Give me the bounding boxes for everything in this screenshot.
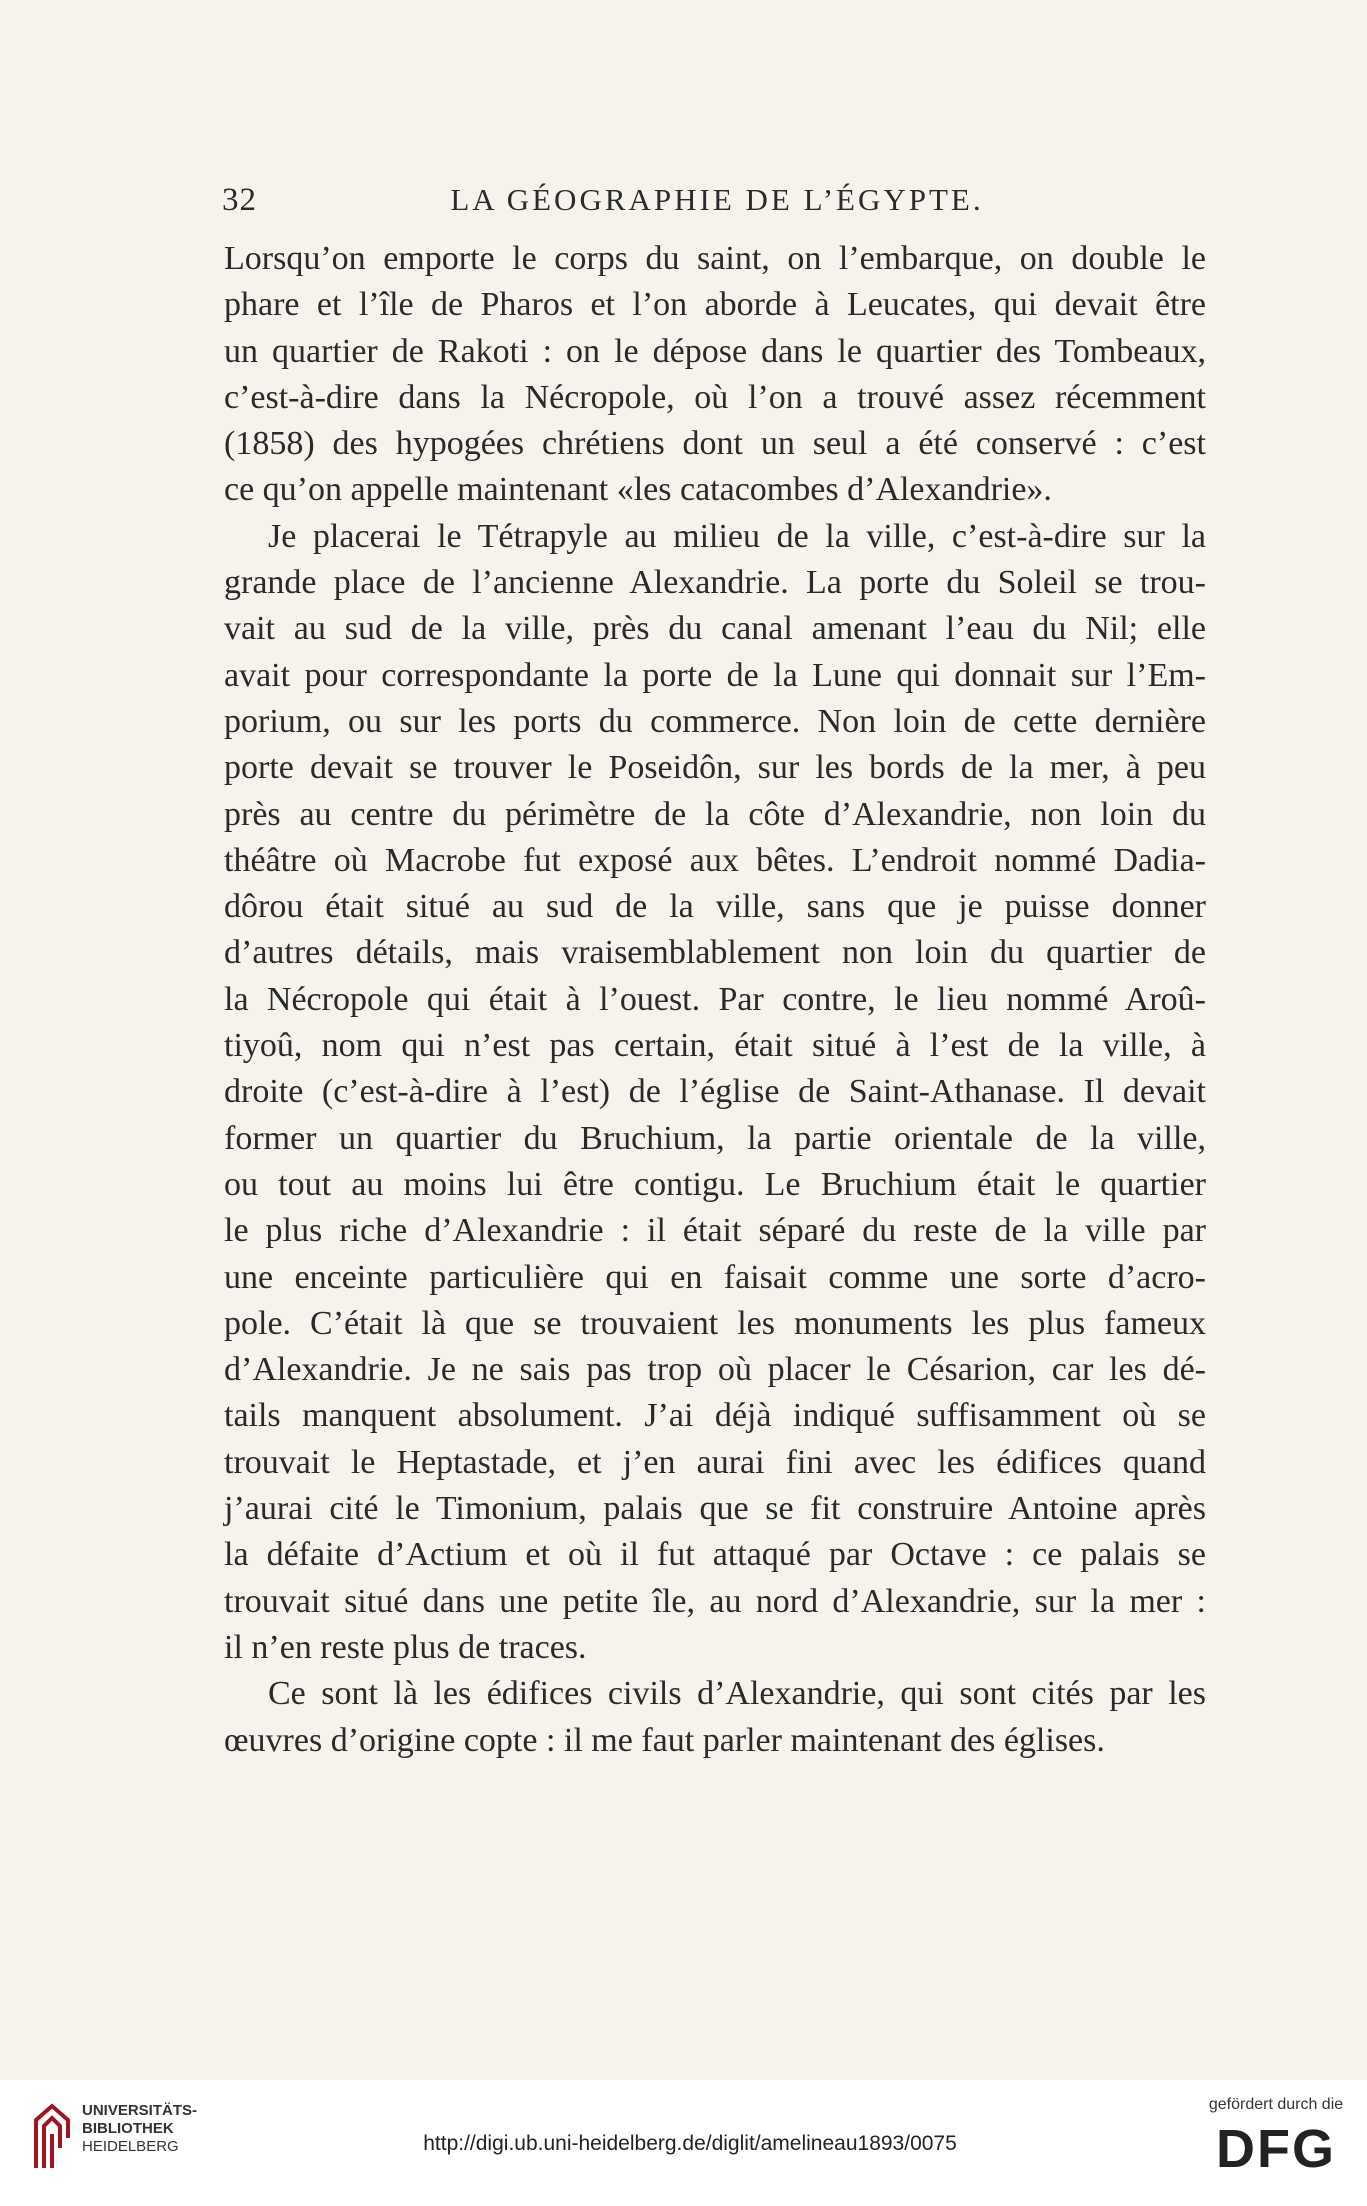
text-line: porte devait se trouver le Poseidôn, sur les bords de la mer, à peu	[224, 749, 1206, 787]
text-line: vait au sud de la ville, près du canal amenant l’eau du Nil; elle	[224, 610, 1206, 648]
text-line: trouvait le Heptastade, et j’en aurai fini avec les édifices quand	[224, 1443, 1206, 1481]
permalink-url[interactable]: http://digi.ub.uni-heidelberg.de/diglit/amelineau1893/0075	[423, 2132, 957, 2155]
text-line: ce qu’on appelle maintenant «les catacombes d’Alexandrie».	[224, 471, 1052, 509]
text-line: le plus riche d’Alexandrie : il était séparé du reste de la ville par	[224, 1212, 1206, 1250]
text-line: il n’en reste plus de traces.	[224, 1628, 587, 1666]
text-line: ou tout au moins lui être contigu. Le Bruchium était le quartier	[224, 1165, 1206, 1203]
text-line: dôrou était situé au sud de la ville, sans que je puisse donner	[224, 888, 1206, 926]
text-line: œuvres d’origine copte : il me faut parler maintenant des églises.	[224, 1721, 1105, 1759]
body-text	[224, 236, 1206, 1764]
text-line: d’autres détails, mais vraisemblablement non loin du quartier de	[224, 934, 1206, 972]
text-line: près au centre du périmètre de la côte d’Alexandrie, non loin du	[224, 795, 1206, 833]
funding-text: gefördert durch die	[1208, 2096, 1344, 2113]
library-name-line: UNIVERSITÄTS-	[82, 2102, 198, 2119]
text-line: former un quartier du Bruchium, la partie orientale de la ville,	[224, 1119, 1206, 1157]
university-library-logo-icon	[30, 2098, 74, 2170]
text-line: pole. C’était là que se trouvaient les monuments les plus fameux	[224, 1304, 1206, 1342]
dfg-logo: DFG	[1216, 2119, 1336, 2179]
library-name	[82, 2102, 197, 2156]
text-line: droite (c’est-à-dire à l’est) de l’église de Saint-Athanase. Il devait	[224, 1073, 1206, 1111]
text-line: phare et l’île de Pharos et l’on aborde à Leucates, qui devait être	[224, 286, 1206, 324]
page-number: 32	[222, 182, 257, 218]
text-line: j’aurai cité le Timonium, palais que se fit construire Antoine après	[224, 1490, 1206, 1528]
text-line: trouvait situé dans une petite île, au nord d’Alexandrie, sur la mer :	[224, 1582, 1206, 1620]
text-line: tails manquent absolument. J’ai déjà indiqué suffisamment où se	[224, 1397, 1206, 1435]
text-line: la Nécropole qui était à l’ouest. Par contre, le lieu nommé Aroû-	[224, 980, 1206, 1018]
text-line: la défaite d’Actium et où il fut attaqué par Octave : ce palais se	[224, 1536, 1206, 1574]
text-line: une enceinte particulière qui en faisait comme une sorte d’acro-	[224, 1258, 1206, 1296]
library-name-line: HEIDELBERG	[82, 2138, 179, 2155]
text-line: tiyoû, nom qui n’est pas certain, était situé à l’est de la ville, à	[224, 1027, 1206, 1065]
text-line: avait pour correspondante la porte de la Lune qui donnait sur l’Em-	[224, 656, 1206, 694]
text-line: Lorsqu’on emporte le corps du saint, on l’embarque, on double le	[224, 240, 1206, 277]
text-line: c’est-à-dire dans la Nécropole, où l’on a trouvé assez récemment	[224, 378, 1206, 416]
text-line: d’Alexandrie. Je ne sais pas trop où placer le Césarion, car les dé-	[224, 1351, 1206, 1389]
paragraph	[224, 1671, 1206, 1764]
text-line: Je placerai le Tétrapyle au milieu de la ville, c’est-à-dire sur la	[268, 517, 1206, 555]
text-line: Ce sont là les édifices civils d’Alexandrie, qui sont cités par les	[268, 1675, 1206, 1713]
paragraph	[224, 236, 1206, 514]
paragraph	[224, 514, 1206, 1671]
text-line: porium, ou sur les ports du commerce. Non loin de cette dernière	[224, 702, 1206, 740]
library-name-line: BIBLIOTHEK	[82, 2120, 174, 2137]
page-header	[222, 182, 1212, 230]
text-line: grande place de l’ancienne Alexandrie. La porte du Soleil se trou-	[224, 564, 1206, 602]
funding-notice	[1201, 2096, 1351, 2180]
running-title: LA GÉOGRAPHIE DE L’ÉGYPTE.	[450, 182, 984, 217]
text-line: théâtre où Macrobe fut exposé aux bêtes. L’endroit nommé Dadia-	[224, 841, 1206, 879]
text-line: (1858) des hypogées chrétiens dont un seul a été conservé : c’est	[224, 425, 1206, 463]
text-line: un quartier de Rakoti : on le dépose dans le quartier des Tombeaux,	[224, 332, 1206, 370]
